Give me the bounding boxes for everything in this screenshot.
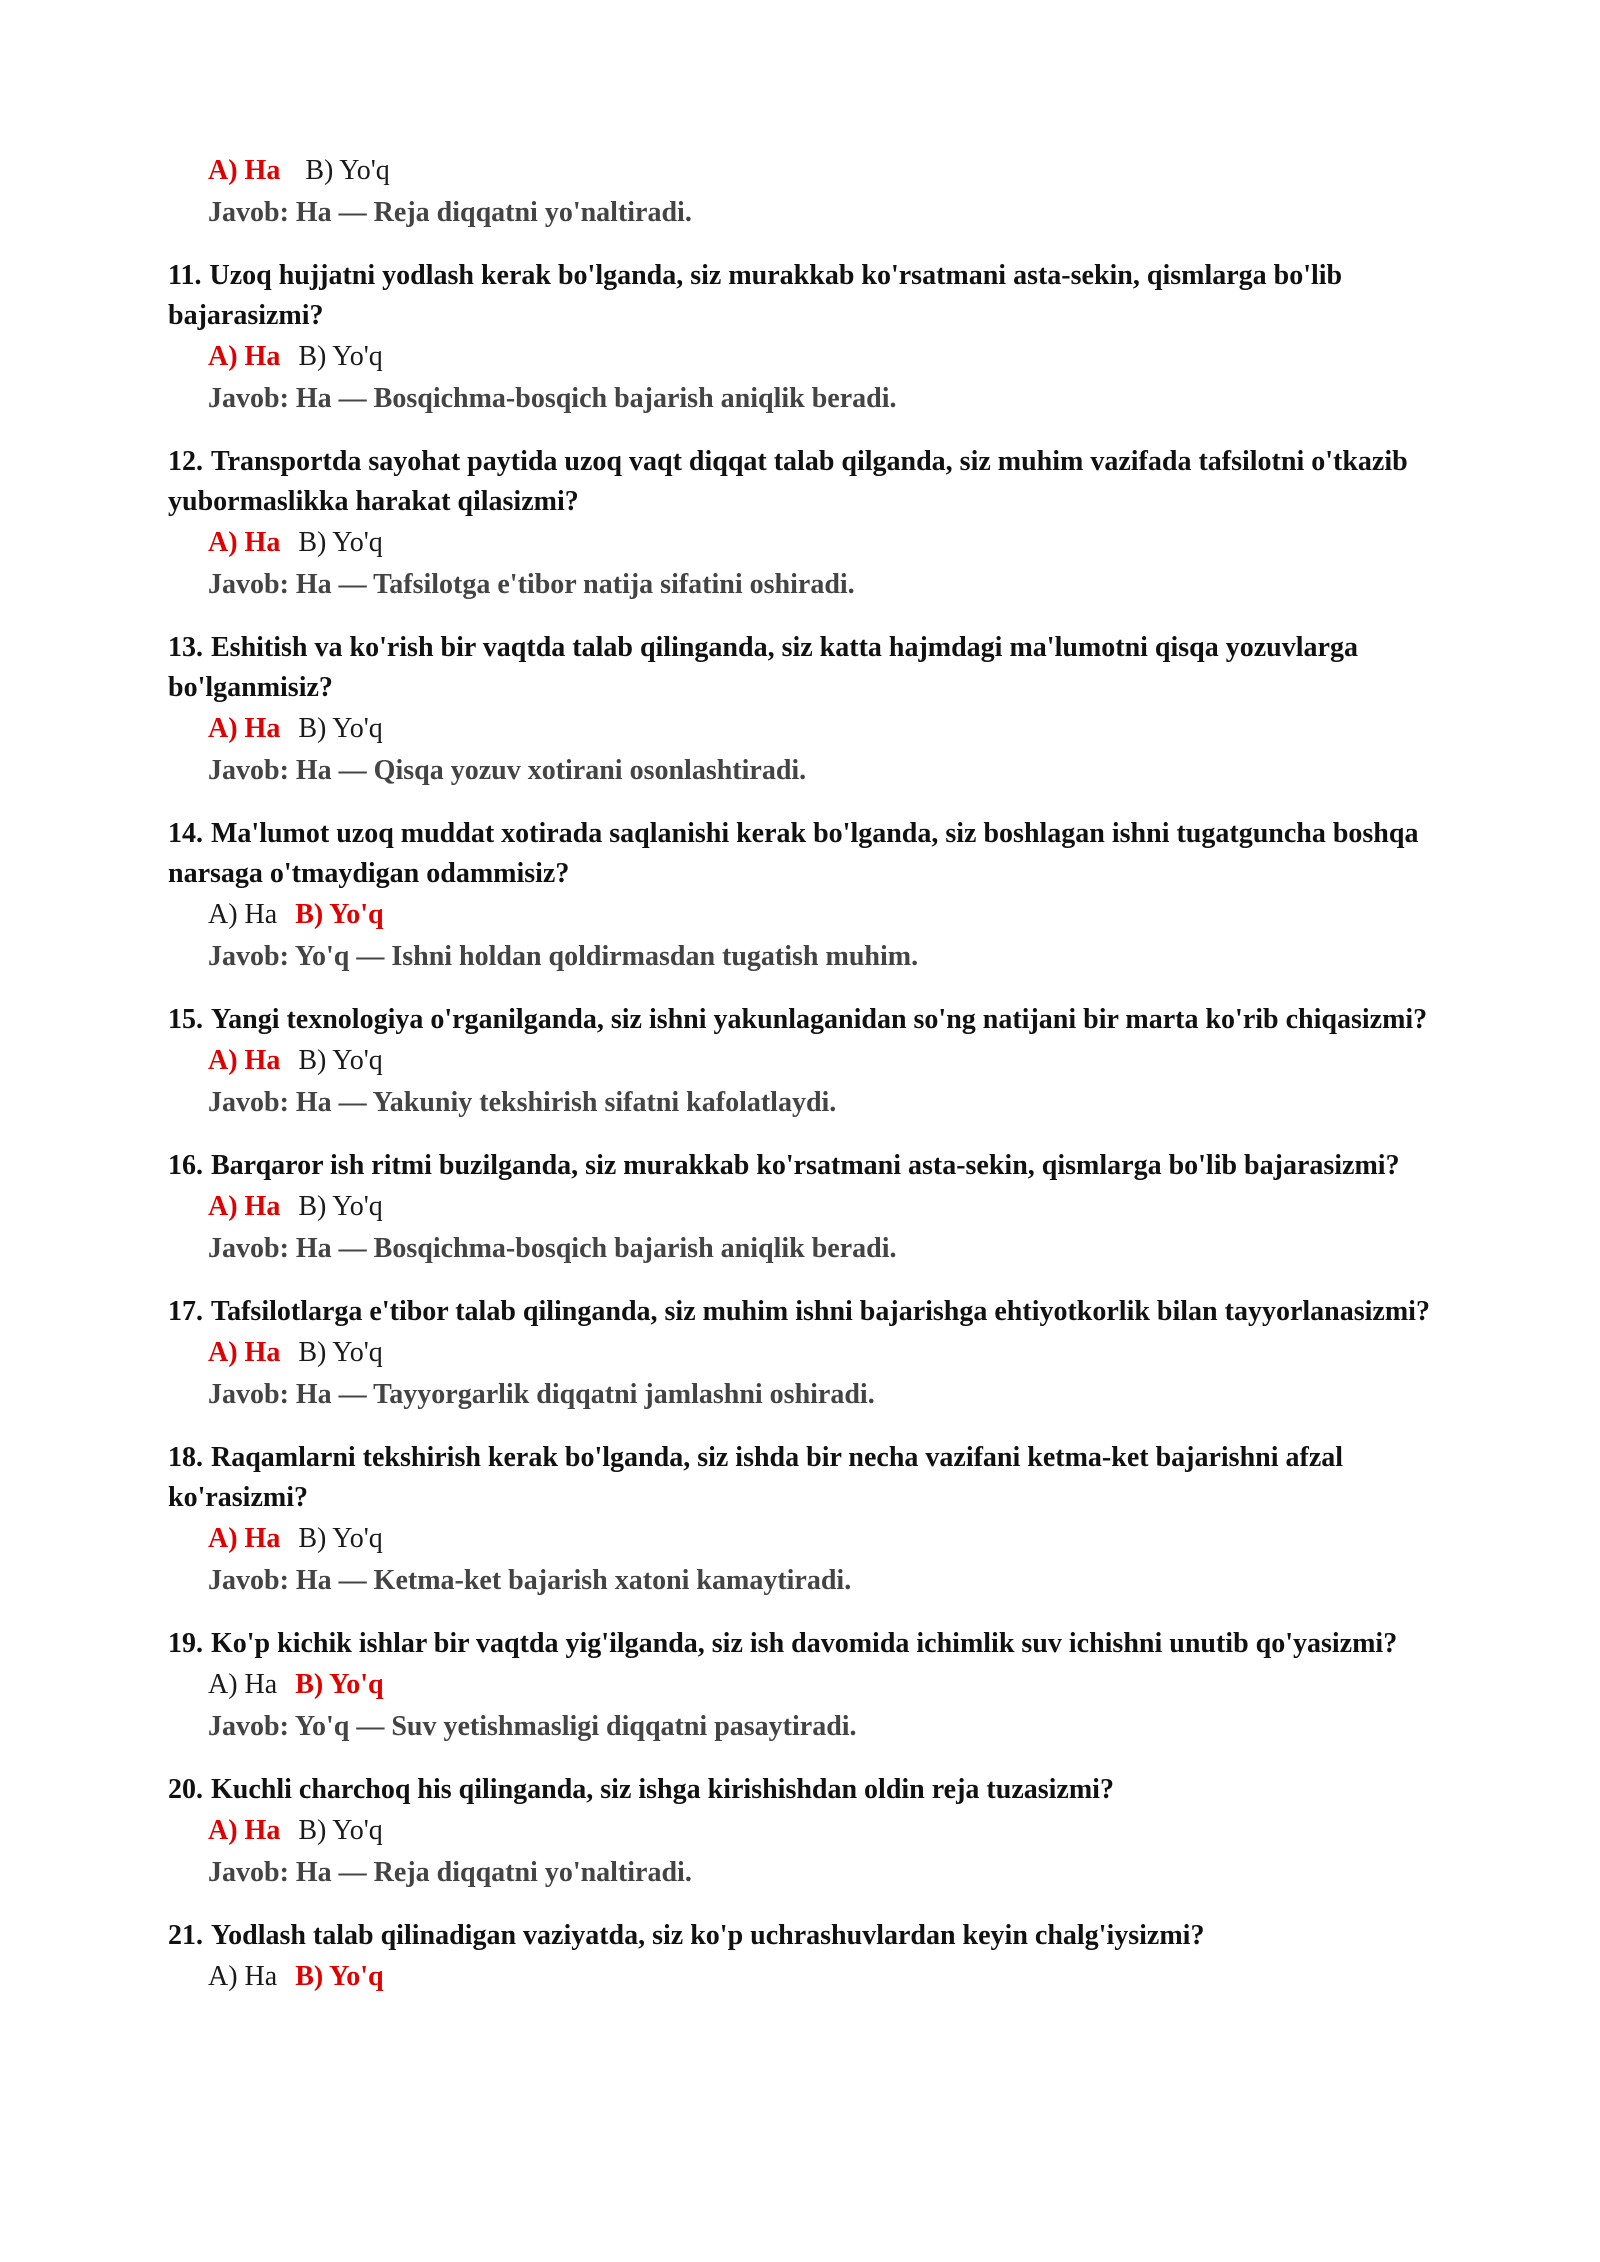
option-b: B) Yo'q — [298, 527, 383, 558]
question-number: 11. — [168, 260, 202, 291]
answer-explanation: Javob: Ha — Reja diqqatni yo'naltiradi. — [208, 197, 692, 228]
option-a: A) Ha — [208, 155, 281, 186]
question-text — [168, 628, 1458, 708]
answer-options — [168, 1956, 1458, 1998]
question-item — [168, 814, 1458, 978]
answer-options — [168, 522, 1458, 564]
question-item — [168, 256, 1458, 420]
answer-explanation: Javob: Ha — Yakuniy tekshirish sifatni kafolatlaydi. — [208, 1087, 837, 1118]
question-item — [168, 1770, 1458, 1894]
option-b: B) Yo'q — [298, 1523, 383, 1554]
answer-options — [168, 1810, 1458, 1852]
option-a: A) Ha — [208, 1523, 281, 1554]
question-item — [168, 628, 1458, 792]
answer-explanation: Javob: Ha — Bosqichma-bosqich bajarish aniqlik beradi. — [208, 1233, 897, 1264]
option-b: B) Yo'q — [305, 155, 390, 186]
question-number: 20. — [168, 1774, 203, 1805]
question-body: Ko'p kichik ishlar bir vaqtda yig'ilganda, siz ish davomida ichimlik suv ichishni unutib qo'yasizmi? — [211, 1628, 1398, 1659]
question-text — [168, 1770, 1458, 1810]
question-item — [168, 1438, 1458, 1602]
question-number: 14. — [168, 818, 203, 849]
option-b: B) Yo'q — [295, 1961, 384, 1992]
question-number: 13. — [168, 632, 203, 663]
question-item — [168, 1146, 1458, 1270]
answer-options — [168, 1332, 1458, 1374]
option-a: A) Ha — [208, 899, 278, 930]
question-text — [168, 814, 1458, 894]
answer-options — [168, 1664, 1458, 1706]
answer-options — [168, 1040, 1458, 1082]
option-a: A) Ha — [208, 1191, 281, 1222]
option-a: A) Ha — [208, 713, 281, 744]
question-item — [168, 442, 1458, 606]
question-text — [168, 1292, 1458, 1332]
answer-options — [168, 150, 1458, 192]
answer-explanation: Javob: Ha — Qisqa yozuv xotirani osonlashtiradi. — [208, 755, 807, 786]
question-number: 18. — [168, 1442, 203, 1473]
question-list — [168, 256, 1458, 1998]
question-number: 16. — [168, 1150, 203, 1181]
option-a: A) Ha — [208, 1337, 281, 1368]
question-item — [168, 1624, 1458, 1748]
question-text — [168, 1000, 1458, 1040]
option-b: B) Yo'q — [295, 1669, 384, 1700]
option-b: B) Yo'q — [298, 341, 383, 372]
answer-options — [168, 336, 1458, 378]
option-b: B) Yo'q — [298, 713, 383, 744]
answer-options — [168, 1186, 1458, 1228]
option-a: A) Ha — [208, 1815, 281, 1846]
question-body: Transportda sayohat paytida uzoq vaqt diqqat talab qilganda, siz muhim vazifada tafsilotni o'tkazib yubormaslikka harakat qilasizmi? — [168, 446, 1408, 517]
question-body: Kuchli charchoq his qilinganda, siz ishga kirishishdan oldin reja tuzasizmi? — [211, 1774, 1114, 1805]
option-a: A) Ha — [208, 1961, 278, 1992]
question-text — [168, 256, 1458, 336]
question-number: 12. — [168, 446, 203, 477]
option-a: A) Ha — [208, 341, 281, 372]
option-b: B) Yo'q — [298, 1045, 383, 1076]
answer-explanation: Javob: Yo'q — Ishni holdan qoldirmasdan tugatish muhim. — [208, 941, 919, 972]
question-number: 19. — [168, 1628, 203, 1659]
answer-explanation: Javob: Ha — Tayyorgarlik diqqatni jamlashni oshiradi. — [208, 1379, 875, 1410]
question-text — [168, 1438, 1458, 1518]
question-body: Ma'lumot uzoq muddat xotirada saqlanishi kerak bo'lganda, siz boshlagan ishni tugatguncha boshqa narsaga o'tmaydigan odammisiz? — [168, 818, 1419, 889]
question-text — [168, 1146, 1458, 1186]
answer-explanation: Javob: Ha — Ketma-ket bajarish xatoni kamaytiradi. — [208, 1565, 852, 1596]
option-b: B) Yo'q — [295, 899, 384, 930]
question-body: Eshitish va ko'rish bir vaqtda talab qilinganda, siz katta hajmdagi ma'lumotni qisqa yozuvlarga bo'lganmisiz? — [168, 632, 1358, 703]
question-body: Uzoq hujjatni yodlash kerak bo'lganda, siz murakkab ko'rsatmani asta-sekin, qismlarga bo'lib bajarasizmi? — [168, 260, 1343, 331]
answer-explanation: Javob: Ha — Bosqichma-bosqich bajarish aniqlik beradi. — [208, 383, 897, 414]
question-number: 15. — [168, 1004, 203, 1035]
question-body: Barqaror ish ritmi buzilganda, siz murakkab ko'rsatmani asta-sekin, qismlarga bo'lib bajarasizmi? — [211, 1150, 1400, 1181]
question-number: 21. — [168, 1920, 203, 1951]
question-item — [168, 1292, 1458, 1416]
question-body: Raqamlarni tekshirish kerak bo'lganda, siz ishda bir necha vazifani ketma-ket bajarishni afzal ko'rasizmi? — [168, 1442, 1344, 1513]
option-a: A) Ha — [208, 1045, 281, 1076]
question-block-continued — [168, 150, 1458, 234]
question-body: Tafsilotlarga e'tibor talab qilinganda, siz muhim ishni bajarishga ehtiyotkorlik bilan tayyorlanasizmi? — [211, 1296, 1430, 1327]
option-b: B) Yo'q — [298, 1815, 383, 1846]
answer-explanation: Javob: Ha — Tafsilotga e'tibor natija sifatini oshiradi. — [208, 569, 855, 600]
option-b: B) Yo'q — [298, 1337, 383, 1368]
document-page — [168, 150, 1458, 1998]
answer-explanation: Javob: Ha — Reja diqqatni yo'naltiradi. — [208, 1857, 692, 1888]
option-a: A) Ha — [208, 1669, 278, 1700]
question-item — [168, 1916, 1458, 1998]
question-body: Yangi texnologiya o'rganilganda, siz ishni yakunlaganidan so'ng natijani bir marta ko'rib chiqasizmi? — [211, 1004, 1428, 1035]
answer-options — [168, 894, 1458, 936]
question-item — [168, 1000, 1458, 1124]
option-b: B) Yo'q — [298, 1191, 383, 1222]
question-text — [168, 1624, 1458, 1664]
question-text — [168, 1916, 1458, 1956]
question-number: 17. — [168, 1296, 203, 1327]
question-body: Yodlash talab qilinadigan vaziyatda, siz ko'p uchrashuvlardan keyin chalg'iysizmi? — [211, 1920, 1205, 1951]
answer-options — [168, 1518, 1458, 1560]
answer-explanation: Javob: Yo'q — Suv yetishmasligi diqqatni pasaytiradi. — [208, 1711, 857, 1742]
answer-options — [168, 708, 1458, 750]
option-a: A) Ha — [208, 527, 281, 558]
question-text — [168, 442, 1458, 522]
